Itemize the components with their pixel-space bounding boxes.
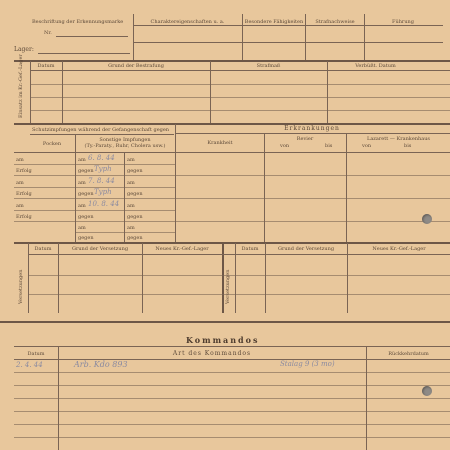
punch-hole-1 bbox=[422, 214, 432, 224]
versetzung-right-col-date: Datum bbox=[241, 246, 259, 252]
erkrankungen-header: Erkrankungen bbox=[284, 125, 340, 132]
erkrankungen-col-revier: Revier bbox=[296, 136, 314, 142]
erkrankungen-bis-1: bis bbox=[325, 143, 333, 149]
impfung-row-6-v2: gegen bbox=[127, 214, 143, 220]
einsatz-side-label: Einsatz im Kr.-Gef.-Lager bbox=[18, 54, 24, 118]
impfung-row-6-v1: gegen bbox=[78, 214, 94, 220]
versetzung-right-col-new-camp: Neues Kr.-Gef.-Lager bbox=[372, 246, 426, 252]
kommandos-entry-extra: Stalag 9 (3 mo) bbox=[280, 360, 335, 368]
versetzung-right-side-label: Versetzungen bbox=[225, 269, 231, 304]
impfung-header: Schutzimpfungen während der Gefangenschaft gegen bbox=[32, 127, 170, 133]
nr-label: Nr. bbox=[44, 30, 52, 36]
impfung-row-4-label: Erfolg bbox=[16, 191, 32, 197]
kommandos-entry-type: Arb. Kdo 893 bbox=[74, 360, 128, 369]
kommandos-col-type: Art des Kommandos bbox=[172, 350, 252, 357]
impfung-row-3-v2: am bbox=[127, 180, 135, 186]
impfung-row-4-v1: gegen bbox=[78, 191, 94, 197]
impfung-col-other: Sonstige Impfungen bbox=[99, 137, 151, 143]
einsatz-col-reason: Grund der Bestrafung bbox=[108, 63, 164, 69]
kommandos-col-return: Rückkehrdatum bbox=[388, 351, 429, 357]
einsatz-col-penalty: Strafmaß bbox=[256, 63, 281, 69]
impfung-row-1-v2: am bbox=[127, 157, 135, 163]
impfung-col-pocken: Pocken bbox=[42, 141, 62, 147]
impfung-row-5-handwriting: 10. 8. 44 bbox=[88, 200, 120, 208]
einsatz-col-date: Datum bbox=[37, 63, 55, 69]
col-criminal: Strafnachweise bbox=[315, 19, 355, 25]
versetzung-left-col-reason: Grund der Versetzung bbox=[71, 246, 129, 252]
erkrankungen-von-2: von bbox=[362, 143, 372, 149]
erkrankungen-col-illness: Krankheit bbox=[207, 140, 233, 146]
impfung-row-7-v1: am bbox=[78, 225, 86, 231]
impfung-row-7-v2: am bbox=[127, 225, 135, 231]
impfung-row-5-v1: am bbox=[78, 203, 86, 209]
nr-line bbox=[56, 36, 128, 37]
versetzung-left-col-new-camp: Neues Kr.-Gef.-Lager bbox=[155, 246, 209, 252]
lager-line bbox=[38, 53, 130, 54]
punch-hole-2 bbox=[422, 386, 432, 396]
impfung-row-1-handwriting: 6. 8. 44 bbox=[88, 154, 115, 162]
impfung-row-2-handwriting: Typh bbox=[94, 165, 112, 173]
impfung-row-6-label: Erfolg bbox=[16, 214, 32, 220]
impfung-row-2-v2: gegen bbox=[127, 168, 143, 174]
col-character: Charaktereigenschaften u. a. bbox=[150, 19, 225, 25]
erkrankungen-col-lazarett: Lazarett — Krankenhaus bbox=[367, 136, 430, 142]
impfung-row-8-v2: gegen bbox=[127, 235, 143, 241]
impfung-row-3-label: am bbox=[16, 180, 24, 186]
impfung-row-4-v2: gegen bbox=[127, 191, 143, 197]
impfung-row-2-v1: gegen bbox=[78, 168, 94, 174]
versetzung-left-col-date: Datum bbox=[34, 246, 52, 252]
lager-label: Lager: bbox=[14, 46, 34, 53]
impfung-row-5-v2: am bbox=[127, 203, 135, 209]
erkrankungen-von-1: von bbox=[280, 143, 290, 149]
col-abilities: Besondere Fähigkeiten bbox=[244, 19, 304, 25]
kommandos-entry-date: 2. 4. 44 bbox=[16, 361, 43, 369]
erkrankungen-bis-2: bis bbox=[404, 143, 412, 149]
impfung-row-3-v1: am bbox=[78, 180, 86, 186]
impfung-row-1-v1: am bbox=[78, 157, 86, 163]
impfung-row-1-label: am bbox=[16, 157, 24, 163]
impfung-row-4-handwriting: Typh bbox=[94, 188, 112, 196]
impfung-col-other-sub: (Ty.-Paraty., Ruhr, Cholera usw.) bbox=[84, 143, 166, 149]
kommandos-col-date: Datum bbox=[27, 351, 45, 357]
versetzung-left-side-label: Versetzungen bbox=[18, 269, 24, 304]
unit-label: Beschriftung der Erkennungsmarke bbox=[32, 19, 124, 25]
einsatz-col-served: Verbüßt. Datum bbox=[355, 63, 396, 69]
impfung-row-5-label: am bbox=[16, 203, 24, 209]
impfung-row-2-label: Erfolg bbox=[16, 168, 32, 174]
kommandos-title: Kommandos bbox=[186, 335, 260, 345]
versetzung-right-col-reason: Grund der Versetzung bbox=[277, 246, 335, 252]
col-conduct: Führung bbox=[392, 19, 414, 25]
impfung-row-3-handwriting: 7. 8. 44 bbox=[88, 177, 115, 185]
impfung-row-8-v1: gegen bbox=[78, 235, 94, 241]
